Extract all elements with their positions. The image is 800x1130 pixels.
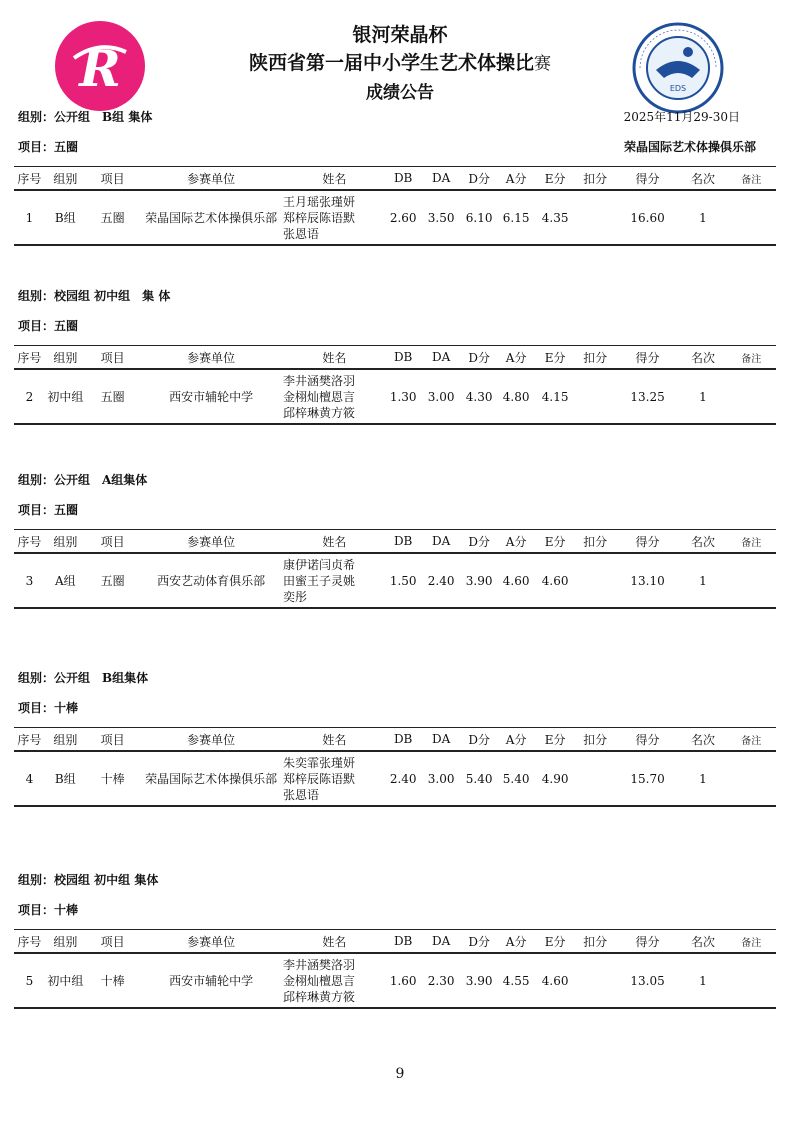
column-header: D分: [462, 167, 497, 191]
svg-text:R: R: [79, 39, 121, 98]
column-header: 得分: [616, 346, 680, 370]
column-header: 组别: [45, 346, 86, 370]
cell-da: 2.40: [421, 553, 462, 608]
cell-remark: [727, 553, 776, 608]
column-header: 扣分: [575, 167, 616, 191]
athlete-name-line: 李井涵樊洛羽: [283, 373, 356, 388]
group-label: 组别：公开组 A组集体: [18, 473, 148, 487]
cell-deduct: [575, 953, 616, 1008]
column-header: 项目: [86, 530, 139, 554]
column-header: DA: [421, 728, 462, 752]
athlete-name-line: 张恩语: [283, 226, 320, 241]
column-header: D分: [462, 930, 497, 954]
project-label: 项目：五圈: [18, 140, 79, 154]
cell-db: 1.50: [386, 553, 421, 608]
project-label: 项目：十棒: [18, 701, 79, 715]
cell-no: 5: [14, 953, 45, 1008]
cell-item: 五圈: [86, 190, 139, 245]
svg-text:EDS: EDS: [669, 84, 687, 93]
column-header: A分: [497, 728, 536, 752]
column-header: 名次: [679, 930, 726, 954]
athlete-name-line: 邱梓琳黄方筱: [283, 405, 356, 420]
cell-no: 3: [14, 553, 45, 608]
column-header: 得分: [616, 728, 680, 752]
cell-no: 2: [14, 369, 45, 424]
cell-score: 15.70: [616, 751, 680, 806]
column-header: 参赛单位: [139, 346, 283, 370]
column-header: 组别: [45, 930, 86, 954]
athlete-name-line: 田蜜王子灵姚: [283, 573, 356, 588]
column-header: D分: [462, 728, 497, 752]
competition-name: 银河荣晶杯: [352, 24, 448, 46]
cell-rank: 1: [679, 190, 726, 245]
cell-da: 3.00: [421, 751, 462, 806]
column-header: D分: [462, 346, 497, 370]
column-header: 姓名: [283, 728, 386, 752]
athlete-name-line: 郑梓辰陈语默: [283, 210, 356, 225]
athlete-name-line: 郑梓辰陈语默: [283, 771, 356, 786]
athlete-name-line: 康伊诺闫贞希: [283, 557, 356, 572]
project-label: 项目：五圈: [18, 503, 79, 517]
results-table: [14, 529, 776, 609]
cell-unit: 西安艺动体育俱乐部: [139, 553, 283, 608]
cell-score: 13.05: [616, 953, 680, 1008]
cell-item: 十棒: [86, 751, 139, 806]
column-header: 扣分: [575, 930, 616, 954]
project-label: 项目：五圈: [18, 319, 79, 333]
column-header: A分: [497, 530, 536, 554]
cell-remark: [727, 751, 776, 806]
cell-remark: [727, 190, 776, 245]
cell-rank: 1: [679, 953, 726, 1008]
column-header: 参赛单位: [139, 728, 283, 752]
athlete-names: [283, 190, 386, 245]
column-header: 参赛单位: [139, 167, 283, 191]
cell-e: 4.15: [536, 369, 575, 424]
cell-a: 4.80: [497, 369, 536, 424]
column-header: 组别: [45, 167, 86, 191]
group-label: 组别：公开组 B组 集体: [18, 110, 153, 124]
column-header: A分: [497, 930, 536, 954]
cell-group: B组: [45, 751, 86, 806]
column-header: E分: [536, 167, 575, 191]
column-header: 参赛单位: [139, 930, 283, 954]
cell-unit: 荣晶国际艺术体操俱乐部: [139, 190, 283, 245]
column-header: A分: [497, 346, 536, 370]
column-header: 扣分: [575, 530, 616, 554]
project-label: 项目：十棒: [18, 903, 79, 917]
group-label: 组别：校园组 初中组 集 体: [18, 289, 171, 303]
table-row: [14, 369, 776, 424]
results-table: [14, 929, 776, 1009]
event-date: 2025年11月29-30日: [623, 110, 740, 124]
athlete-name-line: 张恩语: [283, 787, 320, 802]
cell-score: 13.25: [616, 369, 680, 424]
cell-e: 4.35: [536, 190, 575, 245]
column-header: E分: [536, 930, 575, 954]
cell-d: 3.90: [462, 553, 497, 608]
cell-group: B组: [45, 190, 86, 245]
cell-e: 4.90: [536, 751, 575, 806]
page-number: 9: [395, 1066, 405, 1082]
column-header: 序号: [14, 930, 45, 954]
column-header: 序号: [14, 346, 45, 370]
column-header: 序号: [14, 167, 45, 191]
club-label: 荣晶国际艺术体操俱乐部: [623, 140, 756, 154]
athlete-names: [283, 953, 386, 1008]
cell-score: 13.10: [616, 553, 680, 608]
column-header: 项目: [86, 728, 139, 752]
cell-da: 3.00: [421, 369, 462, 424]
column-header: 名次: [679, 728, 726, 752]
cell-rank: 1: [679, 751, 726, 806]
cell-e: 4.60: [536, 953, 575, 1008]
cell-group: A组: [45, 553, 86, 608]
group-label: 组别：公开组 B组集体: [18, 671, 149, 685]
column-header: DB: [386, 530, 421, 554]
column-header: 备注: [727, 930, 776, 954]
results-table: [14, 166, 776, 246]
cell-a: 5.40: [497, 751, 536, 806]
cell-d: 3.90: [462, 953, 497, 1008]
column-header: 备注: [727, 346, 776, 370]
column-header: 得分: [616, 167, 680, 191]
athlete-name-line: 金栩灿檀恩言: [283, 973, 356, 988]
cell-a: 6.15: [497, 190, 536, 245]
column-header: E分: [536, 530, 575, 554]
athlete-names: [283, 553, 386, 608]
cell-rank: 1: [679, 369, 726, 424]
cell-e: 4.60: [536, 553, 575, 608]
column-header: 扣分: [575, 346, 616, 370]
column-header: 扣分: [575, 728, 616, 752]
athlete-name-line: 邱梓琳黄方筱: [283, 989, 356, 1004]
column-header: DB: [386, 346, 421, 370]
cell-d: 6.10: [462, 190, 497, 245]
column-header: 项目: [86, 346, 139, 370]
athlete-name-line: 李井涵樊洛羽: [283, 957, 356, 972]
column-header: 得分: [616, 530, 680, 554]
column-header: 姓名: [283, 930, 386, 954]
cell-db: 2.40: [386, 751, 421, 806]
cell-item: 五圈: [86, 369, 139, 424]
cell-a: 4.55: [497, 953, 536, 1008]
cell-remark: [727, 953, 776, 1008]
cell-deduct: [575, 751, 616, 806]
column-header: 名次: [679, 346, 726, 370]
athlete-names: [283, 751, 386, 806]
cell-score: 16.60: [616, 190, 680, 245]
cell-unit: 西安市辅轮中学: [139, 369, 283, 424]
column-header: 备注: [727, 530, 776, 554]
column-header: DA: [421, 530, 462, 554]
column-header: 得分: [616, 930, 680, 954]
page-title: 成绩公告: [366, 83, 434, 103]
cell-unit: 西安市辅轮中学: [139, 953, 283, 1008]
cell-db: 1.30: [386, 369, 421, 424]
athlete-name-line: 王月瑶张瑾妍: [283, 194, 356, 209]
column-header: D分: [462, 530, 497, 554]
column-header: 参赛单位: [139, 530, 283, 554]
table-row: [14, 751, 776, 806]
column-header: DB: [386, 930, 421, 954]
cell-item: 五圈: [86, 553, 139, 608]
column-header: DA: [421, 346, 462, 370]
cell-deduct: [575, 190, 616, 245]
column-header: DA: [421, 930, 462, 954]
column-header: DB: [386, 728, 421, 752]
table-row: [14, 190, 776, 245]
cell-db: 1.60: [386, 953, 421, 1008]
athlete-names: [283, 369, 386, 424]
results-table: [14, 727, 776, 807]
column-header: 备注: [727, 728, 776, 752]
column-header: 组别: [45, 728, 86, 752]
cell-remark: [727, 369, 776, 424]
cell-unit: 荣晶国际艺术体操俱乐部: [139, 751, 283, 806]
cell-da: 3.50: [421, 190, 462, 245]
column-header: 名次: [679, 530, 726, 554]
column-header: 项目: [86, 167, 139, 191]
column-header: A分: [497, 167, 536, 191]
table-row: [14, 953, 776, 1008]
column-header: E分: [536, 346, 575, 370]
cell-d: 4.30: [462, 369, 497, 424]
table-row: [14, 553, 776, 608]
competition-title: 陕西省第一届中小学生艺术体操比赛: [248, 52, 551, 74]
cell-rank: 1: [679, 553, 726, 608]
athlete-name-line: 朱奕霏张瑾妍: [283, 755, 356, 770]
cell-a: 4.60: [497, 553, 536, 608]
column-header: 备注: [727, 167, 776, 191]
column-header: DB: [386, 167, 421, 191]
results-table: [14, 345, 776, 425]
column-header: 序号: [14, 728, 45, 752]
column-header: 姓名: [283, 530, 386, 554]
cell-deduct: [575, 369, 616, 424]
cell-item: 十棒: [86, 953, 139, 1008]
column-header: 名次: [679, 167, 726, 191]
cell-db: 2.60: [386, 190, 421, 245]
athlete-name-line: 金栩灿檀恩言: [283, 389, 356, 404]
column-header: 序号: [14, 530, 45, 554]
athlete-name-line: 奕彤: [283, 589, 308, 604]
column-header: DA: [421, 167, 462, 191]
cell-no: 4: [14, 751, 45, 806]
column-header: 组别: [45, 530, 86, 554]
cell-group: 初中组: [45, 369, 86, 424]
group-label: 组别：校园组 初中组 集体: [18, 873, 159, 887]
cell-group: 初中组: [45, 953, 86, 1008]
column-header: 姓名: [283, 167, 386, 191]
column-header: 姓名: [283, 346, 386, 370]
cell-da: 2.30: [421, 953, 462, 1008]
column-header: E分: [536, 728, 575, 752]
cell-no: 1: [14, 190, 45, 245]
column-header: 项目: [86, 930, 139, 954]
cell-deduct: [575, 553, 616, 608]
cell-d: 5.40: [462, 751, 497, 806]
